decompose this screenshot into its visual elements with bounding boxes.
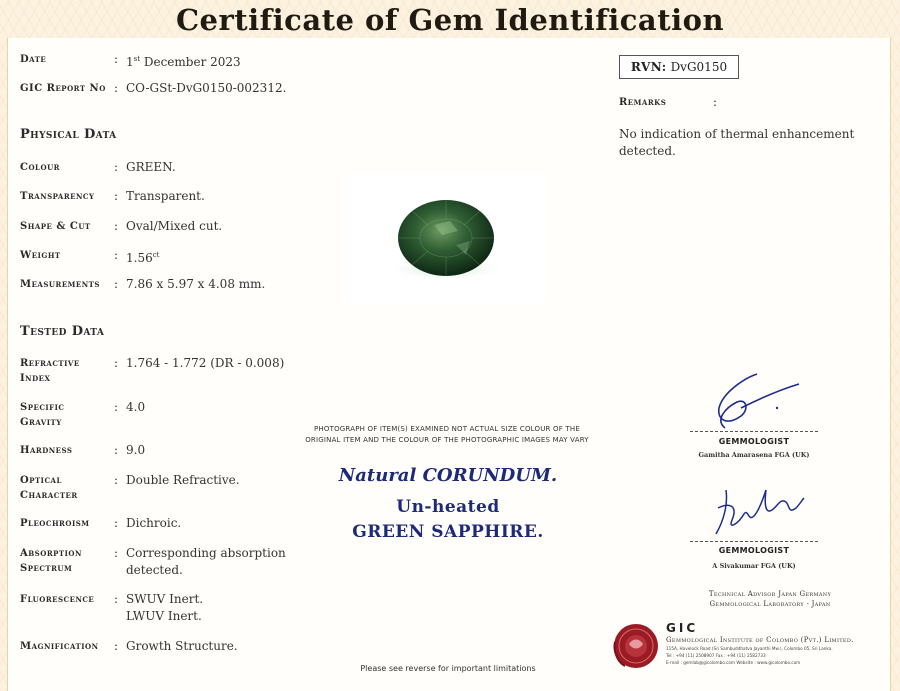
gic-institute-name: Gemmological Institute of Colombo (Pvt.) Limited.	[666, 636, 854, 644]
identification-species: Natural CORUNDUM.	[338, 465, 558, 486]
optical-character-label: Optical Character	[20, 475, 78, 501]
rvn-value: DvG0150	[670, 60, 728, 74]
tested-data-heading: Tested Data	[20, 324, 105, 339]
signature-line-1	[690, 431, 818, 432]
weight-value: $1.56^{ct}$	[126, 251, 160, 265]
gem-photo	[346, 173, 546, 303]
advisor-line-2: Gemmological Laboratory - Japan	[709, 600, 831, 608]
refractive-index-value: 1.764 - 1.772 (DR - 0.008)	[126, 356, 285, 370]
photo-caption: PHOTOGRAPH OF ITEM(S) EXAMINED NOT ACTUAL SIZE COLOUR OF THE ORIGINAL ITEM AND THE COLOUR OF THE PHOTOGRAPHIC IMAGES MAY VARY	[305, 425, 589, 444]
measurements-label: Measurements	[20, 279, 100, 290]
gemmologist-2-title: GEMMOLOGIST	[718, 546, 790, 555]
gic-contact: Tel : +94 (11) 2508907 Fax : +94 (11) 2582733	[666, 653, 766, 658]
magnification-label: Magnification	[20, 641, 99, 652]
specific-gravity-value: 4.0	[126, 400, 146, 414]
signature-1	[705, 368, 805, 430]
gemmologist-1-name: Gamitha Amarasena FGA (UK)	[698, 451, 810, 459]
optical-character-value: Double Refractive.	[126, 473, 240, 487]
date-label: Date	[20, 54, 47, 65]
advisor-line-1: Technical Advisor Japan Germany	[708, 590, 832, 598]
shape-cut-value: Oval/Mixed cut.	[126, 219, 223, 233]
pleochroism-value: Dichroic.	[126, 516, 182, 530]
signature-2	[708, 480, 808, 540]
identification-treatment: Un-heated	[396, 497, 500, 517]
measurements-value: 7.86 x 5.97 x 4.08 mm.	[126, 277, 266, 291]
green-sapphire-image	[346, 173, 546, 303]
gic-web: E-mail : gemlab@gicolombo.com Website : www.gicolombo.com	[666, 660, 801, 665]
transparency-label: Transparency	[20, 191, 95, 202]
physical-data-heading: Physical Data	[20, 127, 117, 142]
fluorescence-value: SWUV Inert. LWUV Inert.	[126, 592, 204, 623]
pleochroism-label: Pleochroism	[20, 518, 90, 529]
identification-variety: GREEN SAPPHIRE.	[352, 522, 544, 542]
certificate-page: Certificate of Gem Identification Date : 1st December 2023 GIC Report No : CO-GSt-DvG0150-002312. Physical Data Colour : GREEN. Transparency : Transparent. Shape & Cut : Oval/Mixed cut. Weight : $1.56^{ct}$ Measurements : 7.86 x 5.97 x 4.08 mm. Tested Data Refractive Index : 1.764 - 1.772 (DR - 0.008) Specific Gravity : 4.0 Hardness : 9.0 Optical Character : Double Refractive. Pleochroism : Dichroic. Absorption Spectrum : Corresponding absorption detected. Fluorescence : SWUV Inert. LWUV Inert. Magnification : Growth Structure. RVN: DvG0150 Remarks : No indication of thermal enhancement detected. PHOTOGRAPH OF ITEM(S) EXAMINED NOT ACTUAL SIZE COLOUR OF THE ORIGINAL ITEM AND THE COLOUR OF THE PHOTOGRAPHIC IMAGES MAY VARY Natural CORUNDUM. Un-heated GREEN SAPPHIRE. GEMMOLOGIST Gamitha Amarasena FGA (UK) GEMMOLOGIST A Sivakumar FGA (UK) Technical Advisor Japan Germany Gemmological Laboratory - Japan GIC Gemmological Institute of Colombo (Pvt.) Limited. 115A, Havelock Road (Sri Sambuddhatva Jayanthi Mw.), Colombo 05, Sri Lanka. Tel : +94 (11) 2508907 Fax : +94 (11) 2582733 E-mail : gemlab@gicolombo.com Website : www.gicolombo.com Please see reverse for important limitations	[0, 0, 900, 691]
report-value: CO-GSt-DvG0150-002312.	[126, 81, 287, 95]
gemmologist-2-name: A Sivakumar FGA (UK)	[712, 562, 796, 570]
remarks-label: Remarks	[619, 97, 667, 108]
signature-line-2	[690, 541, 818, 542]
reverse-note: Please see reverse for important limitations	[360, 664, 536, 673]
gemmologist-1-title: GEMMOLOGIST	[718, 437, 790, 446]
rvn-box: RVN: DvG0150	[619, 55, 739, 79]
weight-label: Weight	[20, 250, 61, 261]
hardness-label: Hardness	[20, 445, 73, 456]
hardness-value: 9.0	[126, 443, 146, 457]
absorption-spectrum-value: Corresponding absorption detected.	[126, 546, 286, 577]
absorption-spectrum-label: Absorption Spectrum	[20, 548, 82, 574]
gic-address: 115A, Havelock Road (Sri Sambuddhatva Jayanthi Mw.), Colombo 05, Sri Lanka.	[666, 646, 833, 651]
refractive-index-label: Refractive Index	[20, 358, 80, 384]
remarks-text: No indication of thermal enhancement detected.	[619, 127, 855, 158]
fluorescence-label: Fluorescence	[20, 594, 95, 605]
gic-abbreviation: GIC	[666, 621, 699, 635]
colour-value: GREEN.	[126, 160, 176, 174]
certificate-title: Certificate of Gem Identification	[175, 3, 725, 37]
gic-seal-icon	[611, 622, 661, 670]
shape-cut-label: Shape & Cut	[20, 221, 91, 232]
date-value: 1st December 2023	[126, 55, 241, 69]
transparency-value: Transparent.	[126, 189, 205, 203]
colour-label: Colour	[20, 162, 60, 173]
specific-gravity-label: Specific Gravity	[20, 402, 65, 428]
report-label: GIC Report No	[20, 83, 106, 94]
magnification-value: Growth Structure.	[126, 639, 238, 653]
